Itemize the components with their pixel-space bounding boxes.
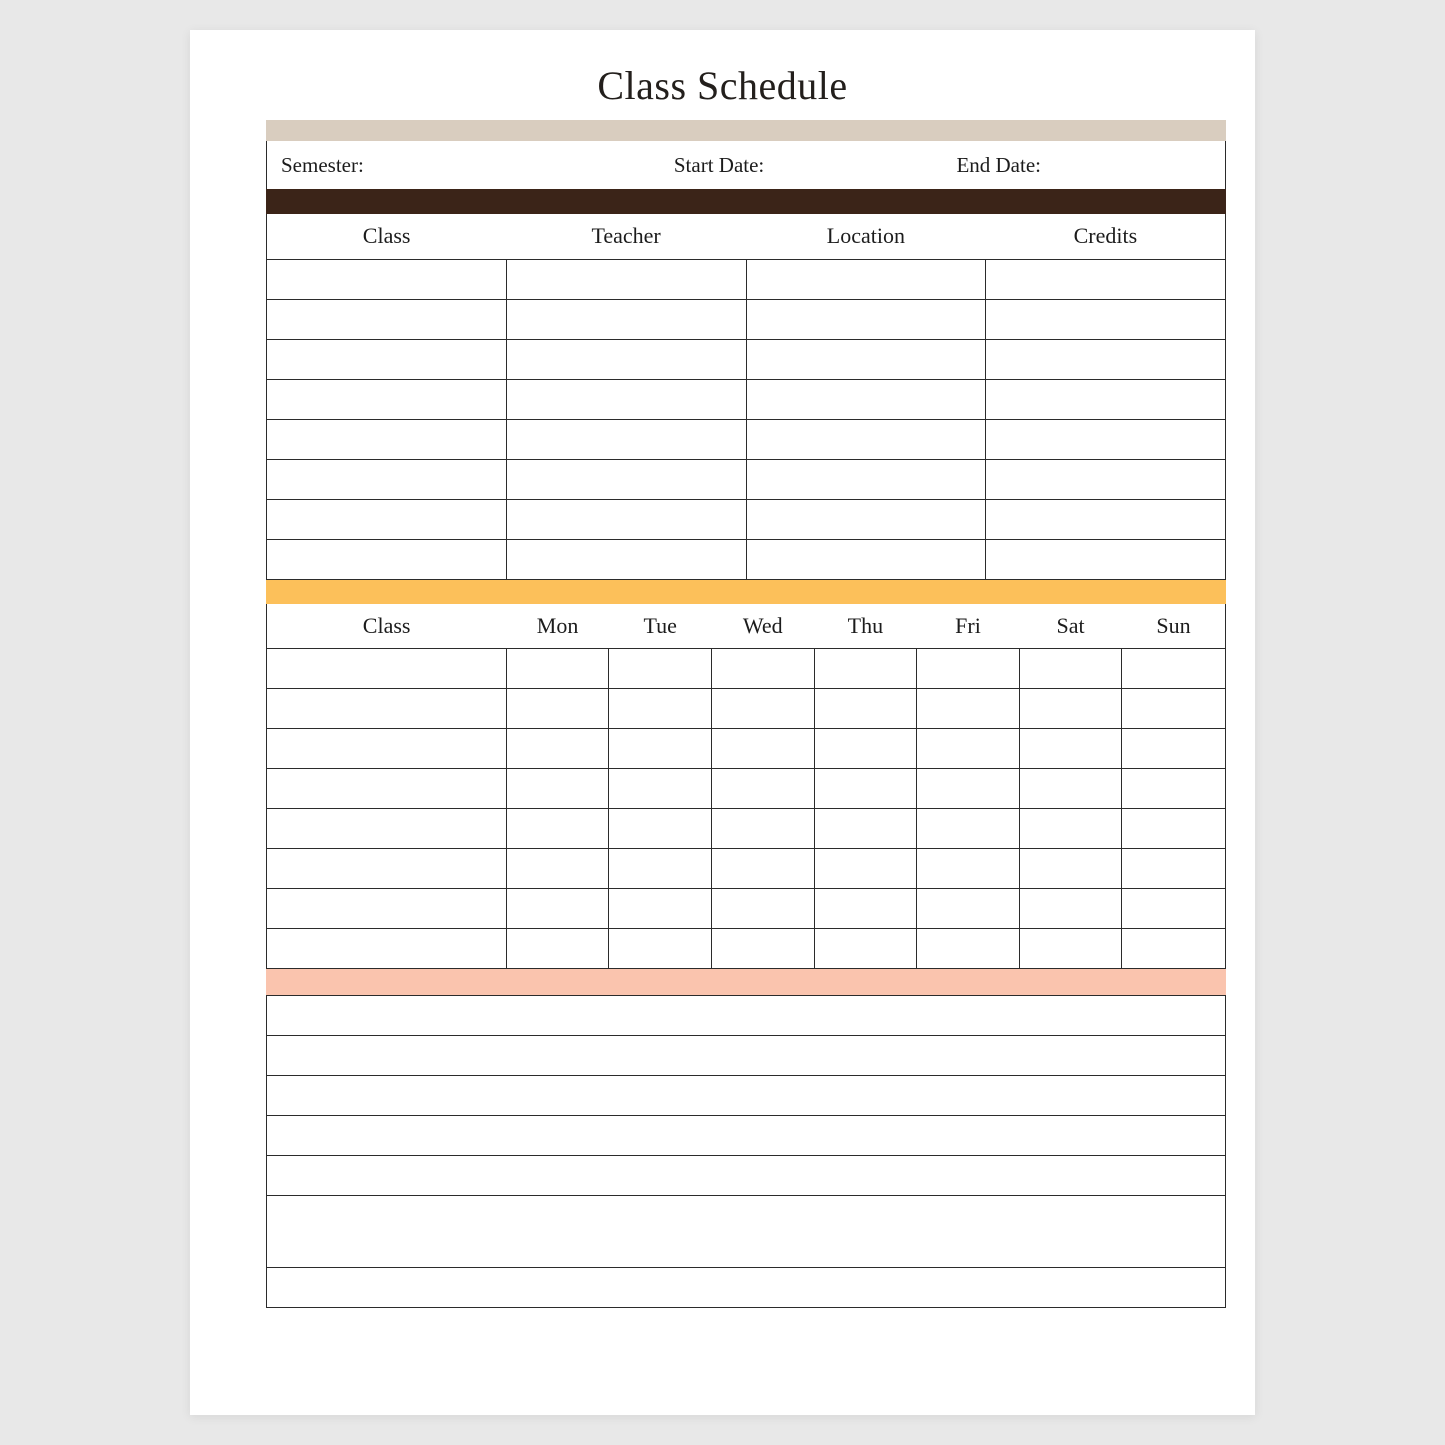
cell-location[interactable] xyxy=(746,299,986,339)
cell-mon[interactable] xyxy=(506,649,609,689)
notes-line[interactable] xyxy=(267,1116,1226,1156)
weekly-header-row xyxy=(267,604,1226,649)
cell-location[interactable] xyxy=(746,459,986,499)
cell-class[interactable] xyxy=(267,689,507,729)
cell-class[interactable] xyxy=(267,849,507,889)
tan-divider-bar xyxy=(266,120,1226,141)
cell-sat[interactable] xyxy=(1019,729,1122,769)
printable-page xyxy=(190,30,1255,1415)
cell-tue[interactable] xyxy=(609,689,712,729)
cell-location[interactable] xyxy=(746,499,986,539)
cell-teacher[interactable] xyxy=(506,539,746,579)
cell-fri[interactable] xyxy=(917,889,1020,929)
cell-thu[interactable] xyxy=(814,929,917,969)
cell-sat[interactable] xyxy=(1019,849,1122,889)
courses-header-row xyxy=(267,214,1226,259)
page-title: Class Schedule xyxy=(597,63,848,108)
cell-mon[interactable] xyxy=(506,769,609,809)
cell-thu[interactable] xyxy=(814,689,917,729)
cell-fri[interactable] xyxy=(917,849,1020,889)
schedule-sheet xyxy=(266,120,1226,1308)
cell-mon[interactable] xyxy=(506,889,609,929)
cell-fri[interactable] xyxy=(917,649,1020,689)
table-row xyxy=(267,809,1226,849)
cell-fri[interactable] xyxy=(917,729,1020,769)
cell-sun[interactable] xyxy=(1122,769,1226,809)
table-row xyxy=(267,689,1226,729)
cell-wed[interactable] xyxy=(711,929,814,969)
notes-line[interactable] xyxy=(267,996,1226,1036)
cell-thu[interactable] xyxy=(814,729,917,769)
cell-sun[interactable] xyxy=(1122,929,1226,969)
cell-thu[interactable] xyxy=(814,889,917,929)
notes-row xyxy=(267,1036,1226,1076)
cell-class[interactable] xyxy=(267,649,507,689)
cell-location[interactable] xyxy=(746,539,986,579)
cell-credits[interactable] xyxy=(986,499,1226,539)
cell-sat[interactable] xyxy=(1019,889,1122,929)
weekly-table xyxy=(266,604,1226,970)
cell-sun[interactable] xyxy=(1122,809,1226,849)
cell-teacher[interactable] xyxy=(506,339,746,379)
notes-row xyxy=(267,1156,1226,1196)
table-row xyxy=(267,929,1226,969)
notes-line[interactable] xyxy=(267,1268,1226,1308)
cell-class[interactable] xyxy=(267,539,507,579)
cell-sun[interactable] xyxy=(1122,849,1226,889)
table-row xyxy=(267,419,1226,459)
weekly-header-mon: Mon xyxy=(506,604,609,649)
cell-wed[interactable] xyxy=(711,769,814,809)
table-row xyxy=(267,889,1226,929)
table-row xyxy=(267,539,1226,579)
cell-location[interactable] xyxy=(746,259,986,299)
notes-row xyxy=(267,1268,1226,1308)
cell-thu[interactable] xyxy=(814,769,917,809)
cell-class[interactable] xyxy=(267,729,507,769)
cell-tue[interactable] xyxy=(609,849,712,889)
cell-sat[interactable] xyxy=(1019,649,1122,689)
cell-fri[interactable] xyxy=(917,809,1020,849)
cell-wed[interactable] xyxy=(711,849,814,889)
cell-credits[interactable] xyxy=(986,259,1226,299)
end-date-field[interactable]: End Date: xyxy=(956,152,1041,177)
cell-teacher[interactable] xyxy=(506,499,746,539)
cell-fri[interactable] xyxy=(917,769,1020,809)
cell-tue[interactable] xyxy=(609,769,712,809)
semester-info-row xyxy=(266,141,1226,189)
table-row xyxy=(267,459,1226,499)
cell-credits[interactable] xyxy=(986,379,1226,419)
orange-divider-bar xyxy=(266,580,1226,604)
cell-mon[interactable] xyxy=(506,929,609,969)
weekly-header-sun: Sun xyxy=(1122,604,1226,649)
peach-divider-bar xyxy=(266,969,1226,995)
cell-mon[interactable] xyxy=(506,809,609,849)
cell-class[interactable] xyxy=(267,809,507,849)
cell-location[interactable] xyxy=(746,419,986,459)
table-row xyxy=(267,499,1226,539)
cell-class[interactable] xyxy=(267,299,507,339)
cell-teacher[interactable] xyxy=(506,299,746,339)
cell-mon[interactable] xyxy=(506,689,609,729)
cell-credits[interactable] xyxy=(986,539,1226,579)
start-date-field[interactable]: Start Date: xyxy=(673,152,765,177)
cell-class[interactable] xyxy=(267,769,507,809)
cell-sun[interactable] xyxy=(1122,649,1226,689)
cell-class[interactable] xyxy=(267,929,507,969)
cell-class[interactable] xyxy=(267,419,507,459)
cell-credits[interactable] xyxy=(986,419,1226,459)
notes-line[interactable] xyxy=(267,1036,1226,1076)
cell-class[interactable] xyxy=(267,499,507,539)
cell-tue[interactable] xyxy=(609,889,712,929)
cell-class[interactable] xyxy=(267,459,507,499)
cell-location[interactable] xyxy=(746,379,986,419)
cell-sat[interactable] xyxy=(1019,769,1122,809)
weekly-header-fri: Fri xyxy=(917,604,1020,649)
cell-tue[interactable] xyxy=(609,729,712,769)
cell-mon[interactable] xyxy=(506,849,609,889)
dark-divider-bar xyxy=(266,189,1226,214)
cell-fri[interactable] xyxy=(917,689,1020,729)
cell-wed[interactable] xyxy=(711,889,814,929)
courses-header-location: Location xyxy=(746,214,986,259)
cell-sat[interactable] xyxy=(1019,929,1122,969)
table-row xyxy=(267,729,1226,769)
weekly-header-sat: Sat xyxy=(1019,604,1122,649)
cell-tue[interactable] xyxy=(609,809,712,849)
weekly-header-thu: Thu xyxy=(814,604,917,649)
cell-class[interactable] xyxy=(267,339,507,379)
courses-table xyxy=(266,214,1226,580)
cell-sun[interactable] xyxy=(1122,729,1226,769)
notes-line[interactable] xyxy=(267,1156,1226,1196)
cell-wed[interactable] xyxy=(711,649,814,689)
table-row xyxy=(267,259,1226,299)
semester-field[interactable]: Semester: xyxy=(281,152,364,177)
cell-sat[interactable] xyxy=(1019,809,1122,849)
courses-header-credits: Credits xyxy=(986,214,1226,259)
courses-header-teacher: Teacher xyxy=(506,214,746,259)
cell-teacher[interactable] xyxy=(506,379,746,419)
cell-class[interactable] xyxy=(267,379,507,419)
cell-credits[interactable] xyxy=(986,459,1226,499)
table-row xyxy=(267,649,1226,689)
notes-line[interactable] xyxy=(267,1076,1226,1116)
cell-mon[interactable] xyxy=(506,729,609,769)
cell-tue[interactable] xyxy=(609,649,712,689)
cell-sat[interactable] xyxy=(1019,689,1122,729)
notes-row xyxy=(267,1076,1226,1116)
cell-tue[interactable] xyxy=(609,929,712,969)
notes-table xyxy=(266,995,1226,1308)
cell-class[interactable] xyxy=(267,259,507,299)
cell-teacher[interactable] xyxy=(506,459,746,499)
table-row xyxy=(267,299,1226,339)
cell-thu[interactable] xyxy=(814,849,917,889)
cell-wed[interactable] xyxy=(711,809,814,849)
cell-fri[interactable] xyxy=(917,929,1020,969)
notes-row xyxy=(267,1196,1226,1268)
cell-credits[interactable] xyxy=(986,299,1226,339)
cell-teacher[interactable] xyxy=(506,259,746,299)
cell-sun[interactable] xyxy=(1122,889,1226,929)
notes-line[interactable] xyxy=(267,1196,1226,1268)
weekly-header-wed: Wed xyxy=(711,604,814,649)
notes-row xyxy=(267,1116,1226,1156)
cell-wed[interactable] xyxy=(711,689,814,729)
cell-wed[interactable] xyxy=(711,729,814,769)
cell-thu[interactable] xyxy=(814,809,917,849)
table-row xyxy=(267,339,1226,379)
cell-teacher[interactable] xyxy=(506,419,746,459)
notes-row xyxy=(267,996,1226,1036)
weekly-header-class: Class xyxy=(267,604,507,649)
cell-location[interactable] xyxy=(746,339,986,379)
cell-sun[interactable] xyxy=(1122,689,1226,729)
table-row xyxy=(267,849,1226,889)
courses-header-class: Class xyxy=(267,214,507,259)
cell-thu[interactable] xyxy=(814,649,917,689)
cell-class[interactable] xyxy=(267,889,507,929)
cell-credits[interactable] xyxy=(986,339,1226,379)
weekly-header-tue: Tue xyxy=(609,604,712,649)
table-row xyxy=(267,379,1226,419)
table-row xyxy=(267,769,1226,809)
